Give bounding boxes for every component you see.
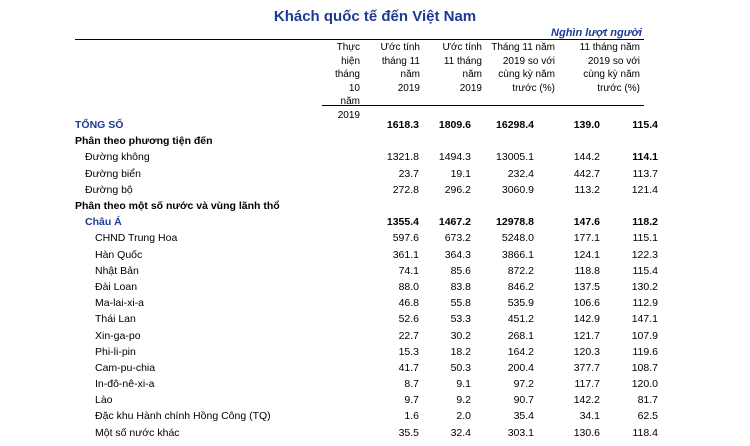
table-row: Cam-pu-chia 41.7 50.3 200.4 377.7 108.7	[75, 360, 658, 376]
column-header-3: Ước tính 11 tháng năm 2019	[442, 42, 482, 94]
section-label: Phân theo phương tiện đến	[75, 135, 213, 148]
table-row: Phi-li-pin 15.3 18.2 164.2 120.3 119.6	[75, 344, 658, 360]
column-header-1: Thực hiện tháng 10 năm 2019	[334, 42, 360, 121]
column-header-5: 11 tháng năm 2019 so với cùng kỳ năm trước (%)	[579, 42, 640, 94]
table-row: Đài Loan 88.0 83.8 846.2 137.5 130.2	[75, 279, 658, 295]
row-label: Hàn Quốc	[95, 248, 143, 261]
row-label: Châu Á	[85, 216, 122, 229]
column-header-4: Tháng 11 năm 2019 so với cùng kỳ năm trước (%)	[491, 42, 555, 94]
row-label: Đặc khu Hành chính Hồng Công (TQ)	[95, 410, 271, 423]
row-label: TỔNG SỐ	[75, 119, 124, 132]
cell-oct-2019: 1618.3	[386, 119, 419, 132]
table-row: Đường bộ 272.8 296.2 3060.9 113.2 121.4	[75, 182, 658, 198]
table-row: Châu Á 1355.4 1467.2 12978.8 147.6 118.2	[75, 214, 658, 230]
table-row: Đường không 1321.8 1494.3 13005.1 144.2 114.1	[75, 149, 658, 165]
table-row: Ma-lai-xi-a 46.8 55.8 535.9 106.6 112.9	[75, 295, 658, 311]
row-label: Đường không	[85, 151, 150, 164]
table-row	[75, 133, 658, 149]
table-row: Xin-ga-po 22.7 30.2 268.1 121.7 107.9	[75, 327, 658, 343]
unit-label: Nghìn lượt người	[551, 27, 642, 39]
header-rule	[322, 105, 644, 106]
table-row: Thái Lan 52.6 53.3 451.2 142.9 147.1	[75, 311, 658, 327]
row-label: Đường biển	[85, 167, 141, 180]
row-label: Đường bộ	[85, 183, 133, 196]
row-label: Nhật Bản	[95, 264, 139, 277]
table-row: Đường biển 23.7 19.1 232.4 442.7 113.7	[75, 166, 658, 182]
table-row	[75, 117, 658, 133]
row-label: Đài Loan	[95, 280, 138, 293]
row-label: Phi-li-pin	[95, 345, 136, 358]
table-row	[75, 198, 658, 214]
table-row: Hàn Quốc 361.1 364.3 3866.1 124.1 122.3	[75, 247, 658, 263]
row-label: Ma-lai-xi-a	[95, 297, 145, 310]
top-rule	[75, 39, 644, 40]
row-label: CHND Trung Hoa	[95, 232, 178, 245]
table-row: Đặc khu Hành chính Hồng Công (TQ) 1.6 2.0 35.4 34.1 62.5	[75, 408, 658, 424]
row-label: Lào	[95, 394, 113, 407]
page-title: Khách quốc tế đến Việt Nam	[273, 8, 477, 25]
table-row: CHND Trung Hoa 597.6 673.2 5248.0 177.1 115.1	[75, 230, 658, 246]
cell-nov-yoy: 139.0	[573, 119, 600, 132]
row-label: Một số nước khác	[95, 426, 180, 439]
row-label: In-đô-nê-xi-a	[95, 378, 155, 391]
table-row: Lào 9.7 9.2 90.7 142.2 81.7	[75, 392, 658, 408]
cell-11m-yoy: 115.4	[632, 119, 658, 132]
table-row: In-đô-nê-xi-a 8.7 9.1 97.2 117.7 120.0	[75, 376, 658, 392]
table-row: Một số nước khác 35.5 32.4 303.1 130.6 118.4	[75, 425, 658, 441]
cell-11m-2019: 16298.4	[496, 119, 534, 132]
section-label: Phân theo một số nước và vùng lãnh thổ	[75, 200, 280, 213]
data-table	[75, 117, 658, 441]
row-label: Thái Lan	[95, 313, 136, 326]
cell-nov-2019: 1809.6	[438, 119, 471, 132]
row-label: Cam-pu-chia	[95, 361, 156, 374]
column-header-2: Ước tính tháng 11 năm 2019	[380, 42, 420, 94]
table-row: Nhật Bản 74.1 85.6 872.2 118.8 115.4	[75, 263, 658, 279]
row-label: Xin-ga-po	[95, 329, 141, 342]
